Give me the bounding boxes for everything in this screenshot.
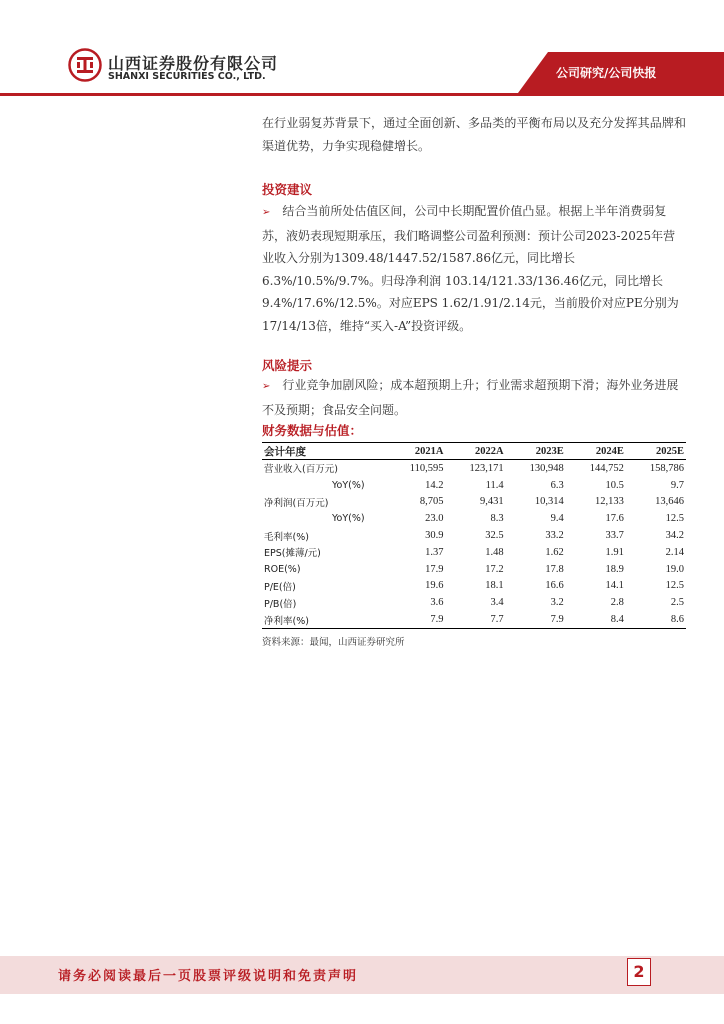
row-label: 净利润(百万元): [264, 497, 329, 509]
table-cell: 17.9: [425, 563, 444, 575]
table-cell: 12.5: [665, 513, 684, 525]
table-row: [262, 611, 686, 628]
table-header-cell: 2021A: [386, 443, 446, 460]
table-cell: 7.7: [446, 611, 506, 628]
investment-text: 结合当前所处估值区间，公司中长期配置价值凸显。根据上半年消费弱复苏，液奶表现短期承压，我们略调整公司盈利预测：预计公司2023-2025年营业收入分别为1309.48/1447.52/1587.86亿元，同比增长6.3%/10.5%/9.7%。归母净利润 103.14/121.33/136.46亿元，同比增长9.4%/17.6%/12.5%。对应EPS 1.62/1.91/2.14元，当前股价对应PE分别为17/14/13倍，维持“买入-A”投资评级。: [262, 204, 679, 333]
table-cell: 8.6: [626, 611, 686, 628]
table-cell: 18.9: [605, 563, 624, 575]
table-cell: 17.8: [545, 563, 564, 575]
table-cell: 7.9: [386, 611, 446, 628]
table-row: [262, 578, 686, 595]
table-cell: 1.91: [605, 546, 624, 558]
table-cell: 18.1: [485, 580, 504, 592]
table-cell: 7.9: [506, 611, 566, 628]
table-cell: 1.37: [425, 546, 444, 558]
table-row: [262, 544, 686, 561]
table-cell: 17.6: [605, 513, 624, 525]
table-cell: 19.6: [425, 580, 444, 592]
table-row: [262, 527, 686, 544]
table-cell: 158,786: [649, 462, 684, 474]
row-label: EPS(摊薄/元): [264, 548, 321, 560]
table-cell: 33.7: [605, 530, 624, 542]
table-cell: 9.7: [670, 479, 684, 491]
table-cell: 19.0: [665, 563, 684, 575]
table-cell: 8.3: [490, 513, 504, 525]
table-cell: 6.3: [550, 479, 564, 491]
table-cell: 30.9: [425, 530, 444, 542]
row-label: 营业收入(百万元): [264, 464, 338, 476]
table-header-row: [262, 443, 686, 460]
investment-heading: 投资建议: [262, 182, 313, 197]
table-cell: 34.2: [665, 530, 684, 542]
risk-bullet: [262, 374, 686, 421]
footer-disclaimer: 请务必阅读最后一页股票评级说明和免责声明: [58, 969, 359, 984]
row-label: 净利率(%): [262, 611, 386, 628]
table-cell: 3.2: [550, 597, 564, 609]
table-cell: 9,431: [480, 496, 504, 508]
table-title: 财务数据与估值：: [262, 423, 363, 438]
table-cell: 23.0: [425, 513, 444, 525]
table-header-cell: 会计年度: [262, 443, 386, 460]
row-label: P/E(倍): [264, 581, 296, 593]
table-header-cell: 2023E: [506, 443, 566, 460]
table-row: [262, 561, 686, 578]
financial-table: [262, 442, 686, 629]
row-label: YoY(%): [332, 513, 365, 525]
page-number: 2: [627, 958, 651, 986]
table-cell: 8,705: [419, 496, 444, 508]
table-cell: 2.5: [670, 597, 684, 609]
table-cell: 123,171: [469, 462, 504, 474]
table-row: [262, 510, 686, 527]
bullet-arrow-icon: ➢: [262, 381, 271, 392]
header-divider: [0, 93, 724, 96]
table-cell: 1.62: [545, 546, 564, 558]
table-cell: 10.5: [605, 479, 624, 491]
table-cell: 3.4: [490, 597, 504, 609]
row-label: 毛利率(%): [264, 531, 309, 543]
risk-heading: 风险提示: [262, 358, 313, 373]
table-cell: 8.4: [566, 611, 626, 628]
row-label: ROE(%): [264, 563, 301, 575]
company-name-cn: 山西证券股份有限公司: [108, 54, 279, 73]
table-cell: 9.4: [550, 513, 564, 525]
table-cell: 3.6: [430, 597, 444, 609]
table-cell: 14.2: [425, 479, 444, 491]
table-row: [262, 477, 686, 494]
table-header-cell: 2025E: [626, 443, 686, 460]
table-cell: 16.6: [545, 580, 564, 592]
table-cell: 2.8: [610, 597, 624, 609]
table-cell: 12,133: [594, 496, 624, 508]
table-cell: 32.5: [485, 530, 504, 542]
table-cell: 1.48: [485, 546, 504, 558]
table-cell: 2.14: [665, 546, 684, 558]
intro-paragraph: 在行业弱复苏背景下，通过全面创新、多品类的平衡布局以及充分发挥其品牌和渠道优势，力争实现稳健增长。: [262, 116, 686, 153]
investment-bullet: [262, 200, 686, 337]
table-cell: 10,314: [534, 496, 564, 508]
table-row: [262, 494, 686, 511]
table-cell: 17.2: [485, 563, 504, 575]
table-cell: 144,752: [589, 462, 624, 474]
table-source-note: 资料来源：最闻，山西证券研究所: [262, 637, 405, 648]
section-label: 公司研究/公司快报: [556, 66, 657, 80]
company-logo-icon: [68, 48, 102, 82]
table-cell: 11.4: [485, 479, 504, 491]
table-cell: 130,948: [529, 462, 564, 474]
table-cell: 13,646: [655, 496, 684, 508]
company-name-en: SHANXI SECURITIES CO., LTD.: [108, 71, 266, 82]
table-cell: 110,595: [409, 462, 444, 474]
table-header-cell: 2022A: [446, 443, 506, 460]
table-cell: 33.2: [545, 530, 564, 542]
table-row: [262, 594, 686, 611]
risk-text: 行业竞争加剧风险；成本超预期上升；行业需求超预期下滑；海外业务进展不及预期；食品安全问题。: [262, 378, 679, 417]
table-cell: 12.5: [665, 580, 684, 592]
table-header-cell: 2024E: [566, 443, 626, 460]
row-label: YoY(%): [332, 479, 365, 491]
company-logo: [68, 48, 308, 88]
bullet-arrow-icon: ➢: [262, 207, 271, 218]
table-row: [262, 460, 686, 477]
row-label: P/B(倍): [264, 598, 297, 610]
table-cell: 14.1: [605, 580, 624, 592]
